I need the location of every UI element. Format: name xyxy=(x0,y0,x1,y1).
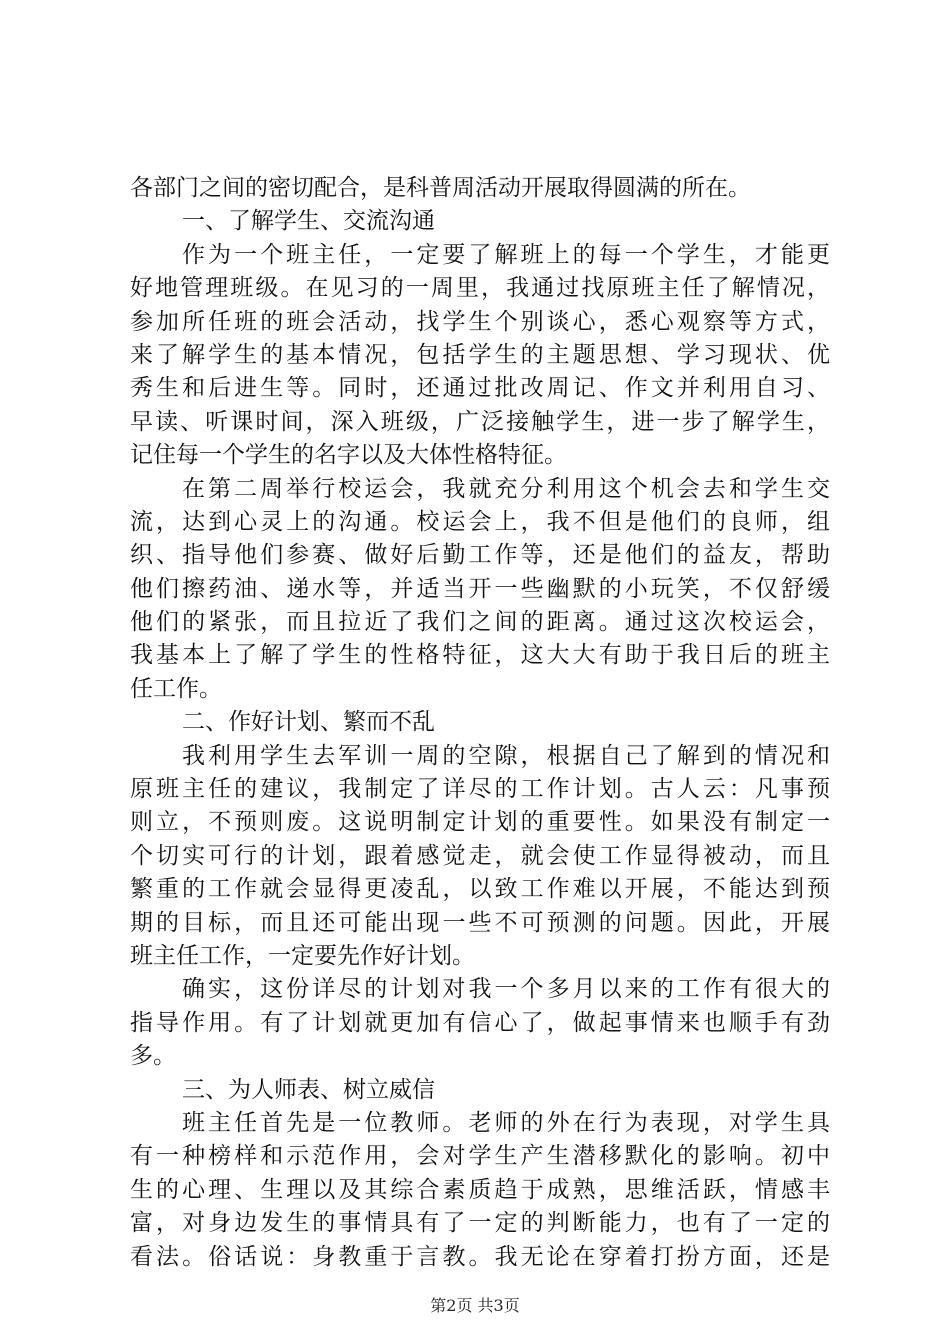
text-line: 期的目标，而且还可能出现一些不可预测的问题。因此，开展 xyxy=(130,909,830,936)
page-footer: 第2页 共3页 xyxy=(430,1296,520,1315)
text-line: 则立，不预则废。这说明制定计划的重要性。如果没有制定一 xyxy=(130,809,830,836)
paragraph-last-line: 任工作。 xyxy=(130,675,222,702)
paragraph-last-line: 班主任工作，一定要先作好计划。 xyxy=(130,942,475,969)
paragraph-first-line: 确实，这份详尽的计划对我一个多月以来的工作有很大的 xyxy=(182,976,830,1003)
section-heading: 一、了解学生、交流沟通 xyxy=(182,208,435,235)
text-line: 来了解学生的基本情况，包括学生的主题思想、学习现状、优 xyxy=(130,341,830,368)
text-line: 指导作用。有了计划就更加有信心了，做起事情来也顺手有劲 xyxy=(130,1009,830,1036)
text-line: 他们的紧张，而且拉近了我们之间的距离。通过这次校运会， xyxy=(130,609,830,636)
paragraph-last-line: 多。 xyxy=(130,1043,176,1070)
text-line: 富，对身边发生的事情具有了一定的判断能力，也有了一定的 xyxy=(130,1210,830,1237)
text-line: 参加所任班的班会活动，找学生个别谈心，悉心观察等方式， xyxy=(130,308,830,335)
paragraph-last-line: 记住每一个学生的名字以及大体性格特征。 xyxy=(130,442,567,469)
section-heading: 三、为人师表、树立威信 xyxy=(182,1076,435,1103)
text-line: 好地管理班级。在见习的一周里，我通过找原班主任了解情况， xyxy=(130,275,830,302)
section-heading: 二、作好计划、繁而不乱 xyxy=(182,709,435,736)
text-line: 有一种榜样和示范作用，会对学生产生潜移默化的影响。初中 xyxy=(130,1143,830,1170)
text-line: 早读、听课时间，深入班级，广泛接触学生，进一步了解学生， xyxy=(130,408,830,435)
document-body xyxy=(130,172,830,1274)
text-line: 原班主任的建议，我制定了详尽的工作计划。古人云：凡事预 xyxy=(130,776,830,803)
text-line: 织、指导他们参赛、做好后勤工作等，还是他们的益友，帮助 xyxy=(130,542,830,569)
paragraph-first-line: 班主任首先是一位教师。老师的外在行为表现，对学生具 xyxy=(182,1109,830,1136)
paragraph-first-line: 在第二周举行校运会，我就充分利用这个机会去和学生交 xyxy=(182,475,830,502)
paragraph-first-line: 作为一个班主任，一定要了解班上的每一个学生，才能更 xyxy=(182,241,830,268)
text-line: 我基本上了解了学生的性格特征，这大大有助于我日后的班主 xyxy=(130,642,830,669)
text-line: 流，达到心灵上的沟通。校运会上，我不但是他们的良师，组 xyxy=(130,508,830,535)
paragraph-first-line: 我利用学生去军训一周的空隙，根据自己了解到的情况和 xyxy=(182,742,830,769)
text-line: 个切实可行的计划，跟着感觉走，就会使工作显得被动，而且 xyxy=(130,842,830,869)
text-line: 繁重的工作就会显得更凌乱，以致工作难以开展，不能达到预 xyxy=(130,876,830,903)
text-line: 秀生和后进生等。同时，还通过批改周记、作文并利用自习、 xyxy=(130,375,830,402)
paragraph-last-line: 各部门之间的密切配合，是科普周活动开展取得圆满的所在。 xyxy=(130,175,751,201)
text-line: 他们擦药油、递水等，并适当开一些幽默的小玩笑，不仅舒缓 xyxy=(130,575,830,602)
text-line: 生的心理、生理以及其综合素质趋于成熟，思维活跃，情感丰 xyxy=(130,1176,830,1203)
text-line: 看法。俗话说：身教重于言教。我无论在穿着打扮方面，还是 xyxy=(130,1243,830,1270)
